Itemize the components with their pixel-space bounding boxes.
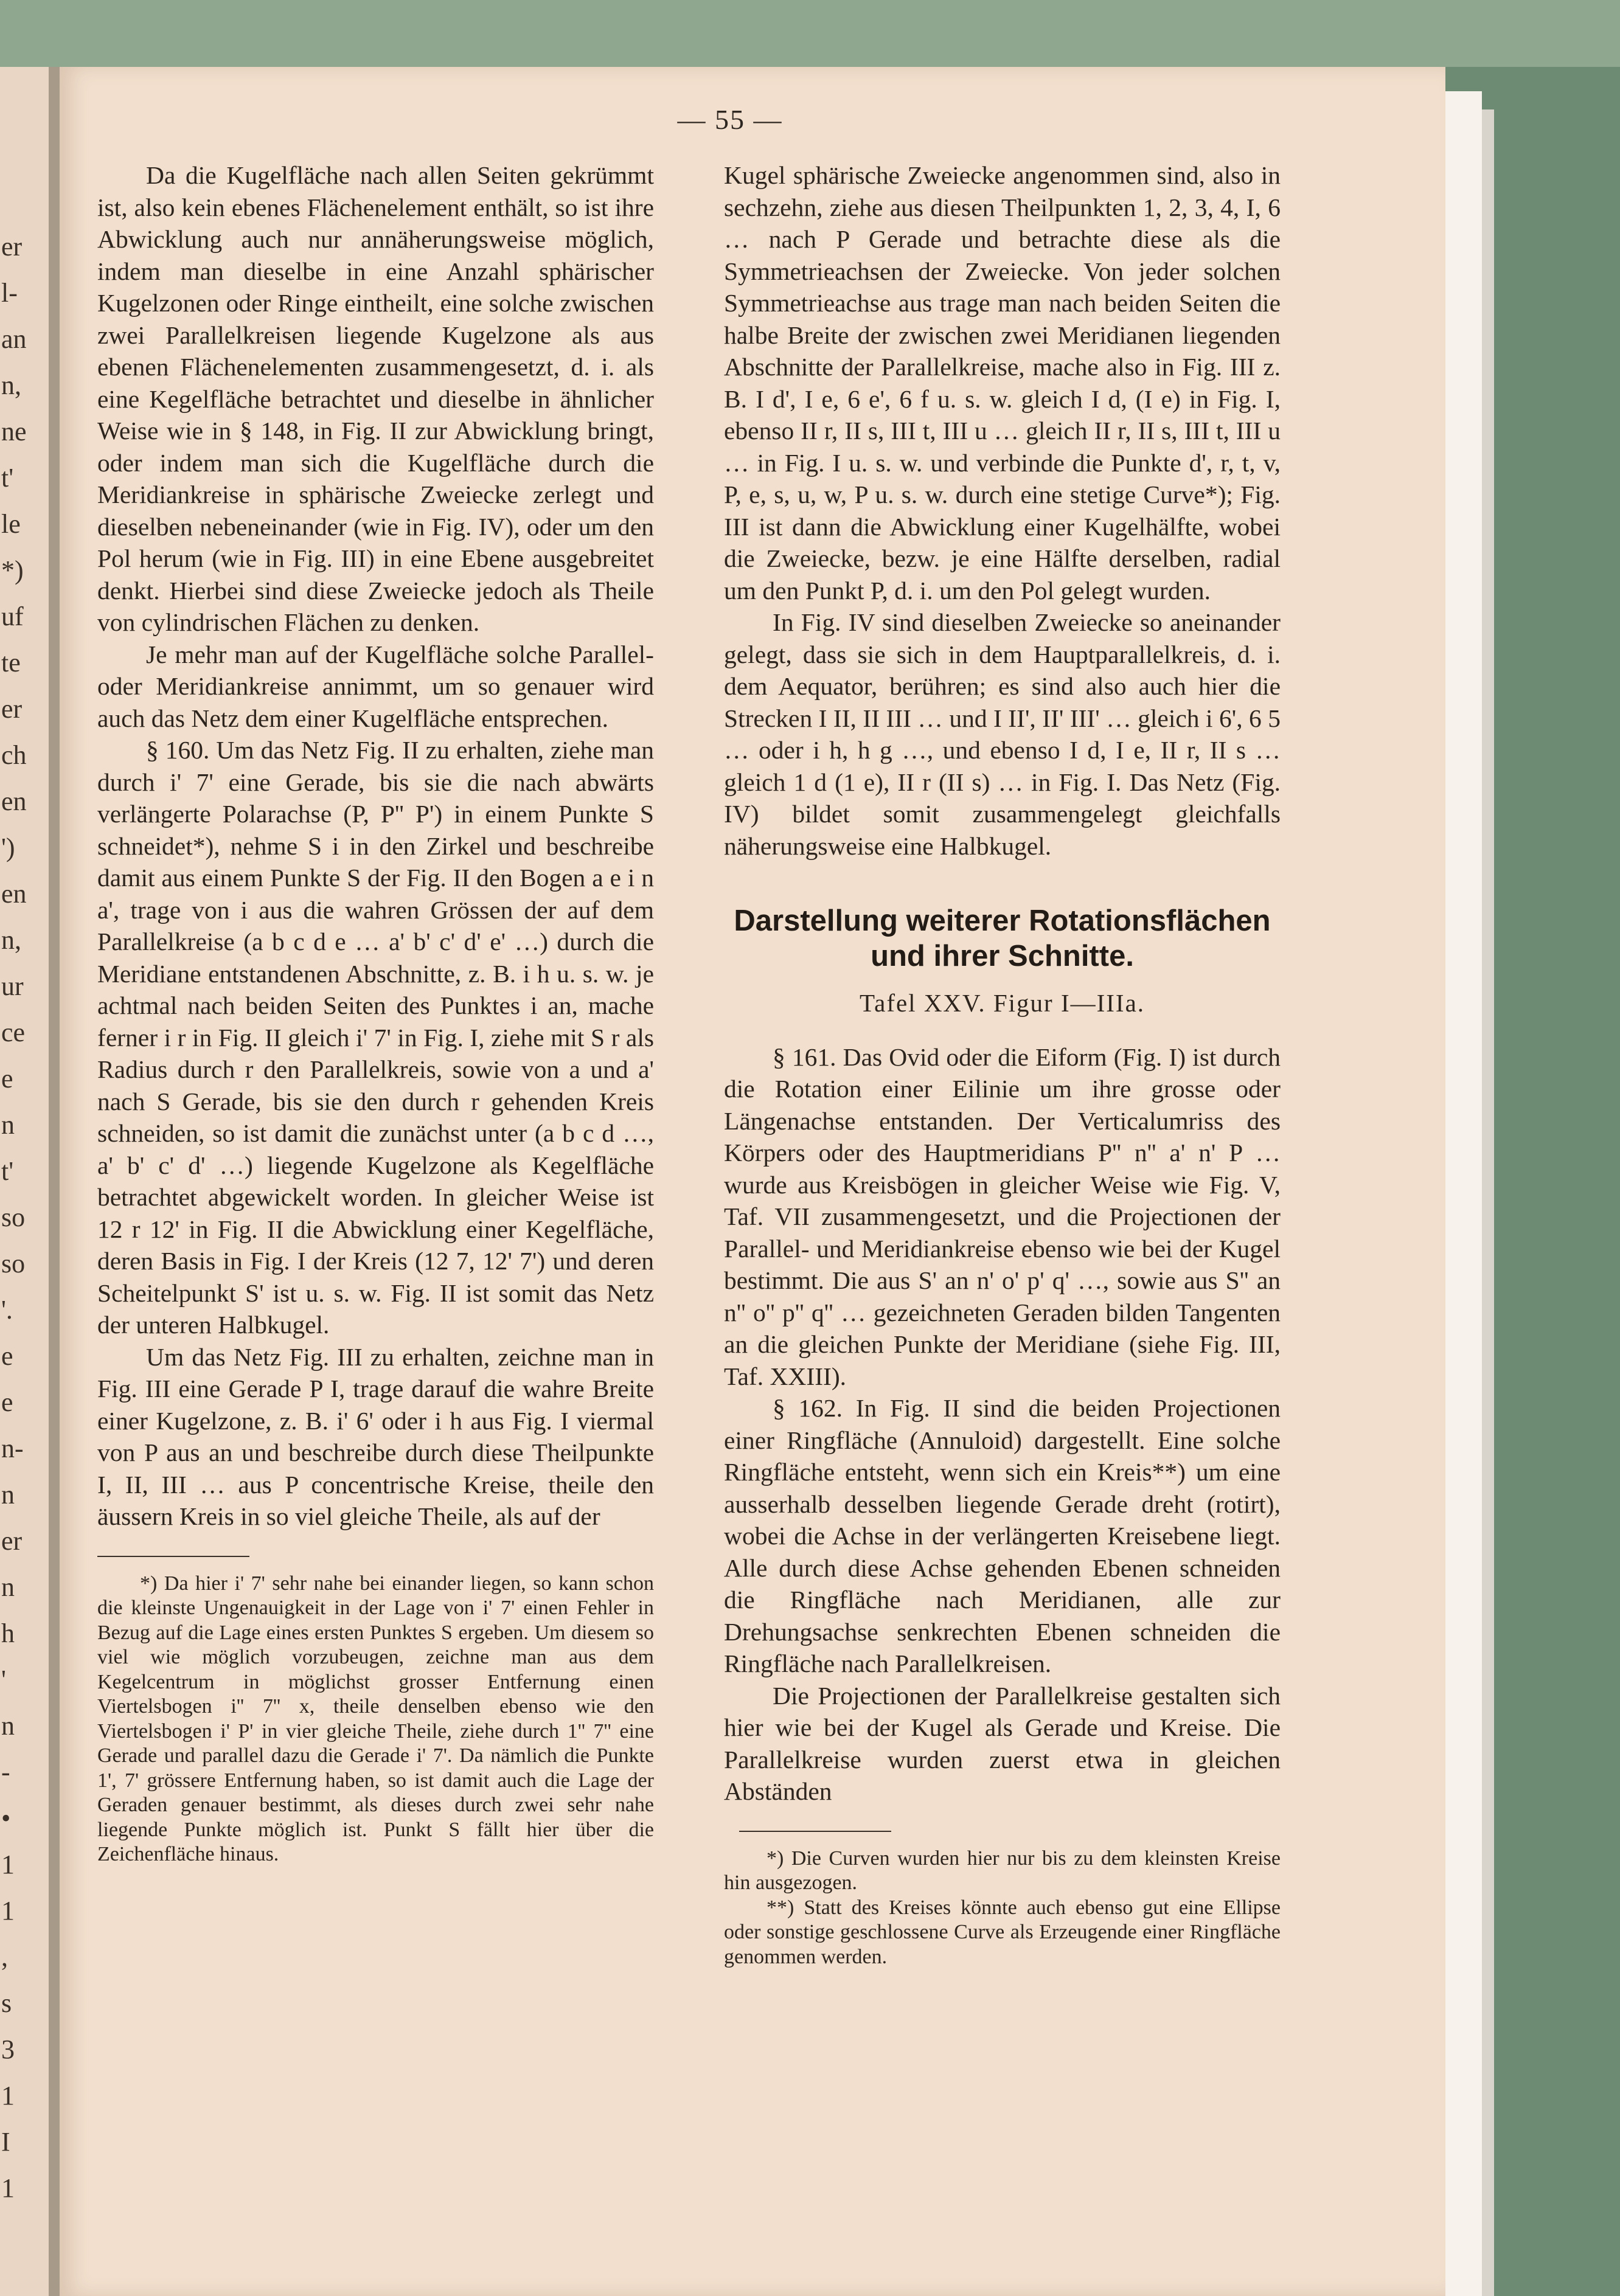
page-number: — 55 — bbox=[677, 104, 783, 135]
section-heading-line: Darstellung weiterer Rotationsflächen bbox=[734, 904, 1271, 937]
previous-page-text-fragment: so bbox=[1, 1202, 26, 1232]
previous-page-text-fragment: er bbox=[1, 694, 23, 724]
previous-page-text-fragment: n, bbox=[1, 370, 21, 400]
previous-page-text-fragment: uf bbox=[1, 602, 24, 631]
footnote-rule bbox=[739, 1831, 891, 1832]
previous-page-text-fragment: so bbox=[1, 1249, 26, 1278]
left-column bbox=[97, 159, 654, 1867]
previous-page-text-fragment: '. bbox=[1, 1295, 13, 1325]
previous-page-text-fragment: t' bbox=[1, 1156, 14, 1186]
footnote bbox=[97, 1572, 654, 1867]
paragraph: Da die Kugelfläche nach allen Seiten gekrümmt ist, also kein ebenes Flächenelement enthält, so ist ihre Abwicklung auch nur annäherungsweise möglich, indem man dieselbe in eine Anzahl sphärischer Kugelzonen oder Ringe eintheilt, eine solche zwischen zwei Parallelkreisen liegende Kugelzone als aus ebenen Flächenelementen zusammengesetzt, d. i. als eine Kegelfläche betrachtet und dieselbe in ähnlicher Weise wie in § 148, in Fig. II zur Abwicklung bringt, oder indem man sich die Kugelfläche durch die Meridiankreise in sphärische Zweiecke zerlegt und dieselben nebeneinander (wie in Fig. IV), oder um den Pol herum (wie in Fig. III) in eine Ebene ausgebreitet denkt. Hierbei sind diese Zweiecke jedoch als Theile von cylindrischen Flächen zu denken. bbox=[97, 161, 654, 636]
previous-page-text-fragment: n bbox=[1, 1110, 15, 1140]
previous-page-text-fragment: ur bbox=[1, 971, 24, 1001]
previous-page-text-fragment: an bbox=[1, 324, 27, 354]
previous-page-text-fragment: n, bbox=[1, 925, 21, 955]
book-gutter bbox=[49, 67, 60, 2296]
section-heading-line: und ihrer Schnitte. bbox=[871, 940, 1134, 973]
previous-page-text-fragment: ') bbox=[1, 833, 15, 862]
paragraph: Kugel sphärische Zweiecke angenommen sind, also in sechzehn, ziehe aus diesen Theilpunkten 1, 2, 3, 4, I, 6 … nach P Gerade und betrachte diese als die Symmetrieachsen der Zweiecke. Von jeder solchen Symmetrieachse aus trage man nach beiden Seiten die halbe Breite der zwischen zwei Meridianen liegenden Abschnitte der Parallelkreise, mache also in Fig. III z. B. I d', I e, 6 e', 6 f u. s. w. gleich I d, (I e) in Fig. I, ebenso II r, II s, III t, III u … gleich II r, II s, III t, III u … in Fig. I u. s. w. und verbinde die Punkte d', r, t, v, P, e, s, u, w, P u. s. w. durch eine stetige Curve*); Fig. III ist dann die Abwicklung einer Kugelhälfte, wobei die Zweiecke, bezw. je eine Hälfte derselben, radial um den Punkt P, d. i. um den Pol gelegt wurden. bbox=[724, 161, 1281, 605]
previous-page-text-fragment: ne bbox=[1, 417, 27, 446]
footnote-text: *) Da hier i' 7' sehr nahe bei einander liegen, so kann schon die kleinste Ungenauigkeit in der Lage von i' 7' einen Fehler in Bezug auf die Lage eines ersten Punktes S ergeben. Um diesem so viel wie möglich vorzubeugen, zeichne man aus dem Kegelcentrum in möglichst grosser Entfernung einen Viertelsbogen i'' 7'' x, theile denselben ebenso wie den Viertelsbogen i' P' in vier gleiche Theile, ziehe durch 1'' 7'' eine Gerade und parallel dazu die Gerade i' 7'. Da nämlich die Punkte 1', 7' grössere Entfernung haben, so ist damit auch die Lage der Geraden genauer bestimmt, als dieses durch zwei sehr nahe liegende Punkte möglich ist. Punkt S fällt hier über die Zeichenfläche hinaus. bbox=[97, 1572, 654, 1865]
paragraph: § 161. Das Ovid oder die Eiform (Fig. I) ist durch die Rotation einer Eilinie um ihre grosse oder Längenachse entstanden. Der Verticalumriss des Körpers oder des Hauptmeridians P'' n'' a' n' P … wurde aus Kreisbögen in gleicher Weise wie Fig. V, Taf. VII zusammengesetzt, und die Projectionen der Parallel- und Meridiankreise ebenso wie bei der Kugel bestimmt. Die aus S' an n' o' p' q' …, sowie aus S'' an n'' o'' p'' q'' … gezeichneten Geraden bilden Tangenten an die gleichen Punkte der Meridiane (siehe Fig. III, Taf. XXIII). bbox=[724, 1042, 1281, 1390]
page-stack-edge-shadow bbox=[1482, 109, 1494, 2296]
previous-page-text-fragment: n bbox=[1, 1572, 15, 1602]
footnotes bbox=[724, 1847, 1281, 1970]
paragraph: § 160. Um das Netz Fig. II zu erhalten, ziehe man durch i' 7' eine Gerade, bis sie die nach abwärts verlängerte Polarachse (P, P'' P') in einem Punkte S schneidet*), nehme S i in den Zirkel und beschreibe damit aus einem Punkte S der Fig. II den Bogen a e i n a', trage von i aus die wahren Grössen der auf dem Parallelkreise (a b c d e … a' b' c' d' e' …) durch die Meridiane entstandenen Abschnitte, z. B. i h u. s. w. je achtmal nach beiden Seiten des Punktes i an, mache ferner i r in Fig. II gleich i' 7' in Fig. I, ziehe mit S r als Radius durch r den Parallelkreis, sowie von a und a' nach S Gerade, bis sie den durch r gehenden Kreis schneiden, so ist damit die zunächst unter (a b c d …, a' b' c' d' …) liegende Kugelzone als Kegelfläche betrachtet abgewickelt worden. In gleicher Weise ist 12 r 12' in Fig. II die Abwicklung einer Kegelfläche, deren Basis in Fig. I der Kreis (12 7, 12' 7') und deren Scheitelpunkt S' ist u. s. w. Fig. II ist somit das Netz der unteren Halbkugel. bbox=[97, 736, 654, 1339]
previous-page-text-fragment: n- bbox=[1, 1434, 24, 1463]
page-stack-edge bbox=[1445, 91, 1482, 2296]
footnote-rule bbox=[97, 1556, 249, 1557]
footnote-text: *) Die Curven wurden hier nur bis zu dem kleinsten Kreise hin ausgezogen. bbox=[724, 1847, 1281, 1894]
previous-page-text-fragment: e bbox=[1, 1341, 13, 1371]
previous-page-text-fragment: er bbox=[1, 232, 23, 262]
previous-page-text-fragment: te bbox=[1, 648, 21, 678]
previous-page-text-fragment: *) bbox=[1, 555, 24, 585]
paragraph: § 162. In Fig. II sind die beiden Projectionen einer Ringfläche (Annuloid) dargestellt. Eine solche Ringfläche entsteht, wenn sich ein Kreis**) um eine ausserhalb desselben liegende Gerade dreht (rotirt), wobei die Achse in der verlängerten Kreisebene liegt. Alle durch diese Achse gehenden Ebenen schneiden die Ringfläche nach Meridianen, alle zur Drehungsachse senkrechten Ebenen schneiden die Ringfläche nach Parallelkreisen. bbox=[724, 1394, 1281, 1677]
footnote-text: **) Statt des Kreises könnte auch ebenso gut eine Ellipse oder sonstige geschlossene Curve als Erzeugende einer Ringfläche genommen werden. bbox=[724, 1896, 1281, 1968]
previous-page-text-fragment: l- bbox=[1, 278, 18, 308]
previous-page-text-fragment: 1 bbox=[1, 2173, 15, 2203]
previous-page-text-fragment: s bbox=[1, 1988, 12, 2018]
previous-page-text-fragment: h bbox=[1, 1618, 15, 1648]
section-heading bbox=[724, 903, 1281, 974]
previous-page-text-fragment: - bbox=[1, 1757, 10, 1787]
previous-page-text-fragment: le bbox=[1, 509, 21, 539]
previous-page-text-fragment: 3 bbox=[1, 2034, 15, 2064]
previous-page-fragment bbox=[0, 67, 49, 2296]
paragraph: In Fig. IV sind dieselben Zweiecke so aneinander gelegt, dass sie sich in dem Hauptparallelkreis, d. i. dem Aequator, berühren; es sind also auch hier die Strecken I II, II III … und I II', II' III' … gleich i 6', 6 5 … oder i h, h g …, und ebenso I d, I e, II r, II s … gleich 1 d (1 e), II r (II s) … in Fig. I. Das Netz (Fig. IV) bildet somit zusammengelegt gleichfalls näherungsweise eine Halbkugel. bbox=[724, 608, 1281, 860]
paragraph: Je mehr man auf der Kugelfläche solche Parallel- oder Meridiankreise annimmt, um so genauer wird auch das Netz dem einer Kugelfläche entsprechen. bbox=[97, 640, 654, 732]
paragraph: Die Projectionen der Parallelkreise gestalten sich hier wie bei der Kugel als Gerade und Kreise. Die Parallelkreise wurden zuerst etwa in gleichen Abständen bbox=[724, 1681, 1281, 1805]
previous-page-text-fragment: ch bbox=[1, 740, 27, 770]
previous-page-text-fragment: n bbox=[1, 1480, 15, 1510]
previous-page-text-fragment: en bbox=[1, 879, 27, 909]
previous-page-text-fragment: e bbox=[1, 1387, 13, 1417]
plate-reference: Tafel XXV. Figur I—IIIa. bbox=[859, 989, 1145, 1017]
previous-page-text-fragment: ' bbox=[1, 1665, 6, 1694]
previous-page-text-fragment: 1 bbox=[1, 1896, 15, 1926]
previous-page-text-fragment: 1 bbox=[1, 2081, 15, 2110]
previous-page-text-fragment: en bbox=[1, 786, 27, 816]
previous-page-text-fragment: I bbox=[1, 2127, 10, 2157]
previous-page-text-fragment: t' bbox=[1, 463, 14, 493]
paragraph: Um das Netz Fig. III zu erhalten, zeichne man in Fig. III eine Gerade P I, trage darauf die wahre Breite einer Kugelzone, z. B. i' 6' oder i h aus Fig. I viermal von P aus an und beschreibe durch diese Theilpunkte I, II, III … aus P concentrische Kreise, theile den äussern Kreis in so viel gleiche Theile, als auf der bbox=[97, 1342, 654, 1530]
previous-page-text-fragment: , bbox=[1, 1942, 8, 1972]
previous-page-text-fragment: ce bbox=[1, 1018, 26, 1047]
previous-page-text-fragment: • bbox=[1, 1803, 11, 1833]
previous-page-text-fragment: e bbox=[1, 1064, 13, 1094]
previous-page-text-fragment: n bbox=[1, 1711, 15, 1741]
book-cover-edge bbox=[0, 0, 1620, 67]
previous-page-text-fragment: er bbox=[1, 1526, 23, 1556]
right-column bbox=[724, 159, 1281, 1969]
previous-page-text-fragment: 1 bbox=[1, 1850, 15, 1879]
